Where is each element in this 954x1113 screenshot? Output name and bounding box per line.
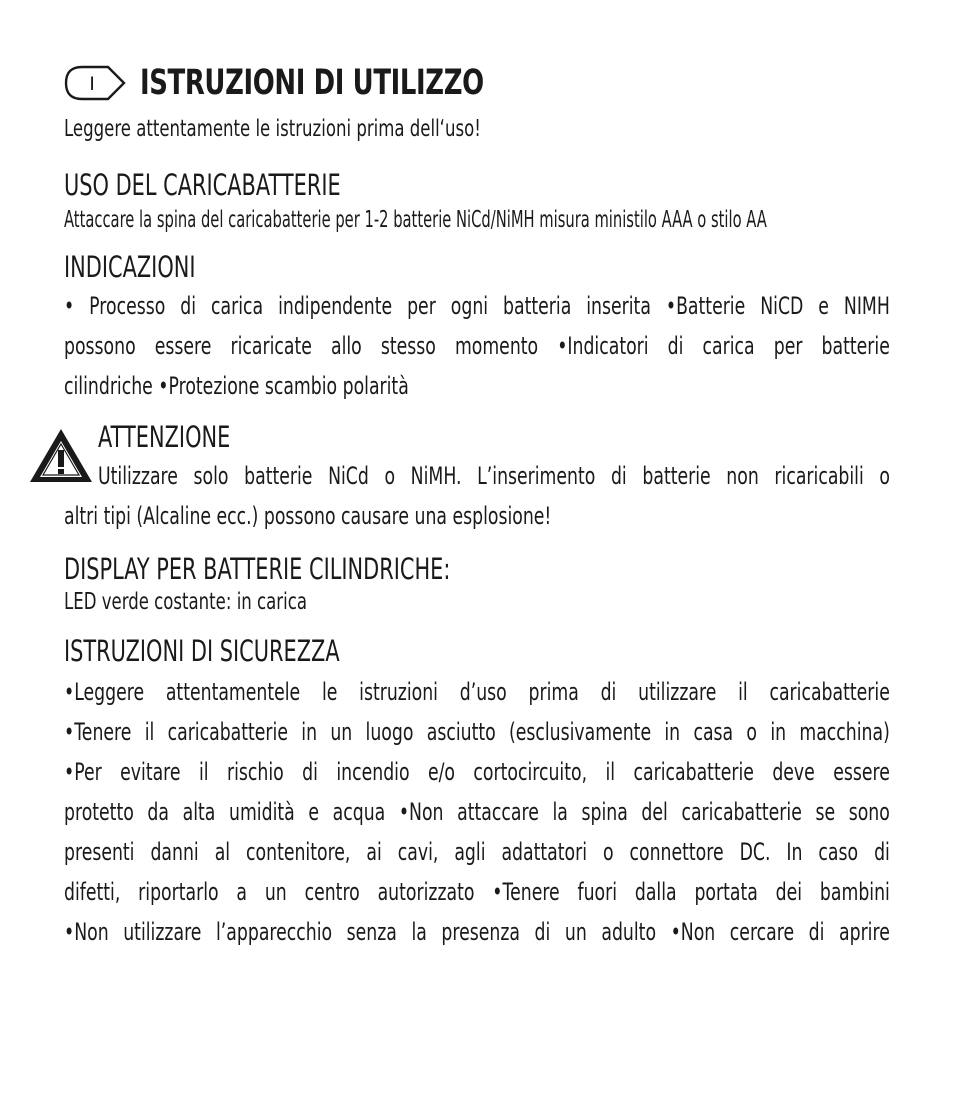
instruction-page [64,58,890,952]
warning-triangle-icon [28,426,94,484]
indications-heading: INDICAZIONI [64,250,196,284]
indications-line: • Processo di carica indipendente per ogni batteria inserita •Batterie NiCD e NIMH [64,292,890,320]
display-text: LED verde costante: in carica [64,589,307,615]
safety-line: presenti danni al contenitore, ai cavi, agli adattatori o connettore DC. In caso di [64,838,890,866]
display-heading: DISPLAY PER BATTERIE CILINDRICHE: [64,552,451,586]
indications-section [64,250,890,406]
warning-line: altri tipi (Alcaline ecc.) possono causare una esplosione! [64,502,552,530]
warning-section [64,420,890,536]
safety-line: protetto da alta umidità e acqua •Non attaccare la spina del caricabatterie se sono [64,798,890,826]
charger-use-text: Attaccare la spina del caricabatterie per 1-2 batterie NiCd/NiMH misura ministilo AAA o stilo AA [64,207,767,233]
safety-section [64,634,890,952]
safety-heading: ISTRUZIONI DI SICUREZZA [64,634,340,668]
warning-line: Utilizzare solo batterie NiCd o NiMH. L’inserimento di batterie non ricaricabili o [98,462,891,490]
safety-body [64,672,890,952]
intro-text: Leggere attentamente le istruzioni prima dell‘uso! [64,116,481,142]
language-badge-icon [64,65,126,101]
warning-heading: ATTENZIONE [98,420,231,454]
safety-line: •Per evitare il rischio di incendio e/o cortocircuito, il caricabatterie deve essere [64,758,890,786]
page-title: ISTRUZIONI DI UTILIZZO [140,63,484,103]
indications-line: possono essere ricaricate allo stesso momento •Indicatori di carica per batterie [64,332,890,360]
display-section [64,552,890,618]
safety-line: •Non utilizzare l’apparecchio senza la presenza di un adulto •Non cercare di aprire [64,918,890,946]
warning-body [64,456,890,536]
charger-use-section [64,168,890,236]
language-badge-letter: I [89,73,95,95]
safety-line: •Leggere attentamentele le istruzioni d’uso prima di utilizzare il caricabatterie [64,678,890,706]
indications-line: cilindriche •Protezione scambio polarità [64,372,409,400]
safety-line: •Tenere il caricabatterie in un luogo asciutto (esclusivamente in casa o in macchina) [64,718,890,746]
indications-body [64,286,890,406]
title-row [64,58,890,108]
safety-line: difetti, riportarlo a un centro autorizzato •Tenere fuori dalla portata dei bambini [64,878,890,906]
charger-use-heading: USO DEL CARICABATTERIE [64,168,341,202]
